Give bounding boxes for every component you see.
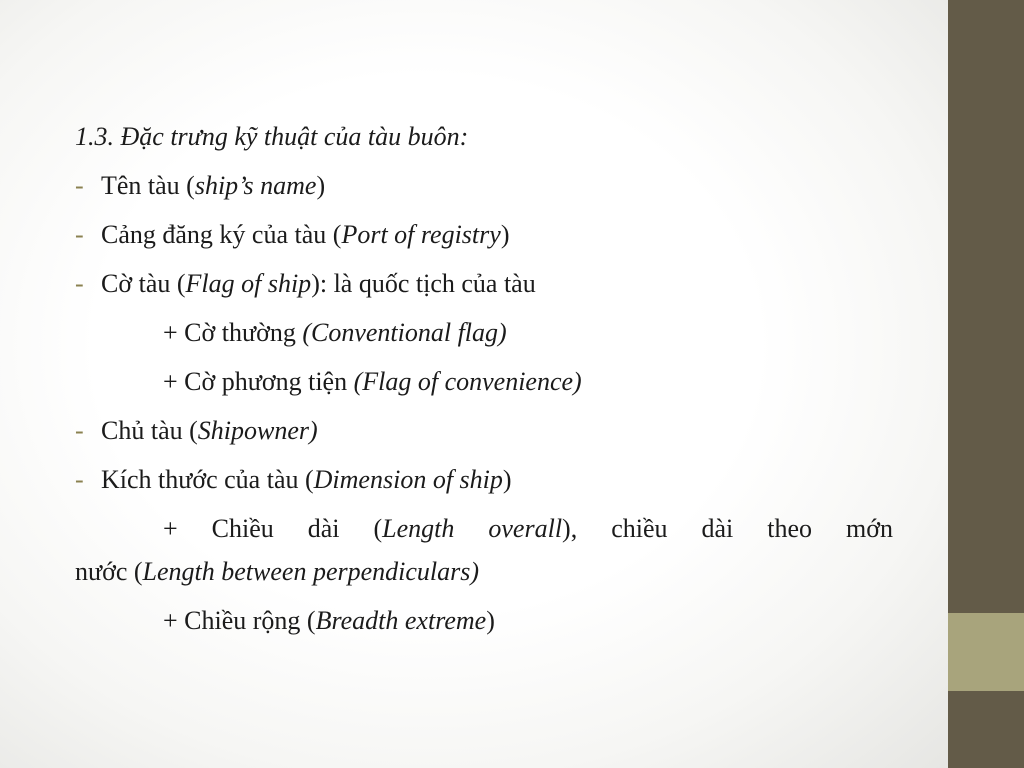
item-english: Breadth extreme [315,606,487,635]
word [374,514,455,544]
word: Chiều [211,514,274,543]
subitem-length-continued [75,557,479,587]
item-text: Tên tàu ( [101,171,195,200]
item-text: ) [500,220,510,249]
word-part: ), [562,514,578,543]
item-english: Flag of ship [185,269,312,298]
section-heading: 1.3. Đặc trưng kỹ thuật của tàu buôn: [75,122,469,151]
item-text: ) [502,465,512,494]
item-text: Cờ tàu ( [101,269,186,298]
item-text: + Chiều rộng ( [163,606,316,635]
item-flag-of-ship [101,269,536,299]
item-text: nước ( [75,557,143,586]
word-part: ( [373,514,383,543]
item-port-of-registry [101,220,509,250]
subitem-length [163,514,893,544]
item-english: Shipowner) [197,416,318,445]
bullet-dash: - [75,171,84,200]
item-english: Length between perpendiculars) [142,557,480,586]
word: chiều [611,514,668,543]
subitem-conventional-flag [163,318,507,348]
subitem-flag-of-convenience [163,367,582,397]
item-english: Dimension of ship [313,465,503,494]
item-text: Cảng đăng ký của tàu ( [101,220,342,249]
item-text: + Cờ phương tiện [163,367,354,396]
item-english: ship’s name [194,171,317,200]
item-text: ) [486,606,495,635]
item-ship-name [101,171,325,201]
item-text: Chủ tàu ( [101,416,198,445]
word: theo [767,514,813,543]
item-english: Length [382,514,455,543]
item-text: Kích thước của tàu ( [101,465,314,494]
bullet-dash: - [75,220,84,249]
word [488,514,577,544]
item-text: ): là quốc tịch của tàu [311,269,536,298]
word: mớn [846,514,893,543]
side-bar-accent [948,613,1024,691]
item-english: Port of registry [341,220,501,249]
item-english: (Flag of convenience) [353,367,582,396]
word: + [163,514,178,543]
item-dimension-of-ship [101,465,512,495]
item-shipowner [101,416,318,446]
word: dài [307,514,340,543]
item-text: + Cờ thường [163,318,303,347]
item-english: (Conventional flag) [302,318,507,347]
word: dài [701,514,734,543]
item-text: ) [316,171,326,200]
subitem-breadth [163,606,495,636]
bullet-dash: - [75,465,84,494]
item-english: overall [488,514,563,543]
bullet-dash: - [75,416,84,445]
bullet-dash: - [75,269,84,298]
